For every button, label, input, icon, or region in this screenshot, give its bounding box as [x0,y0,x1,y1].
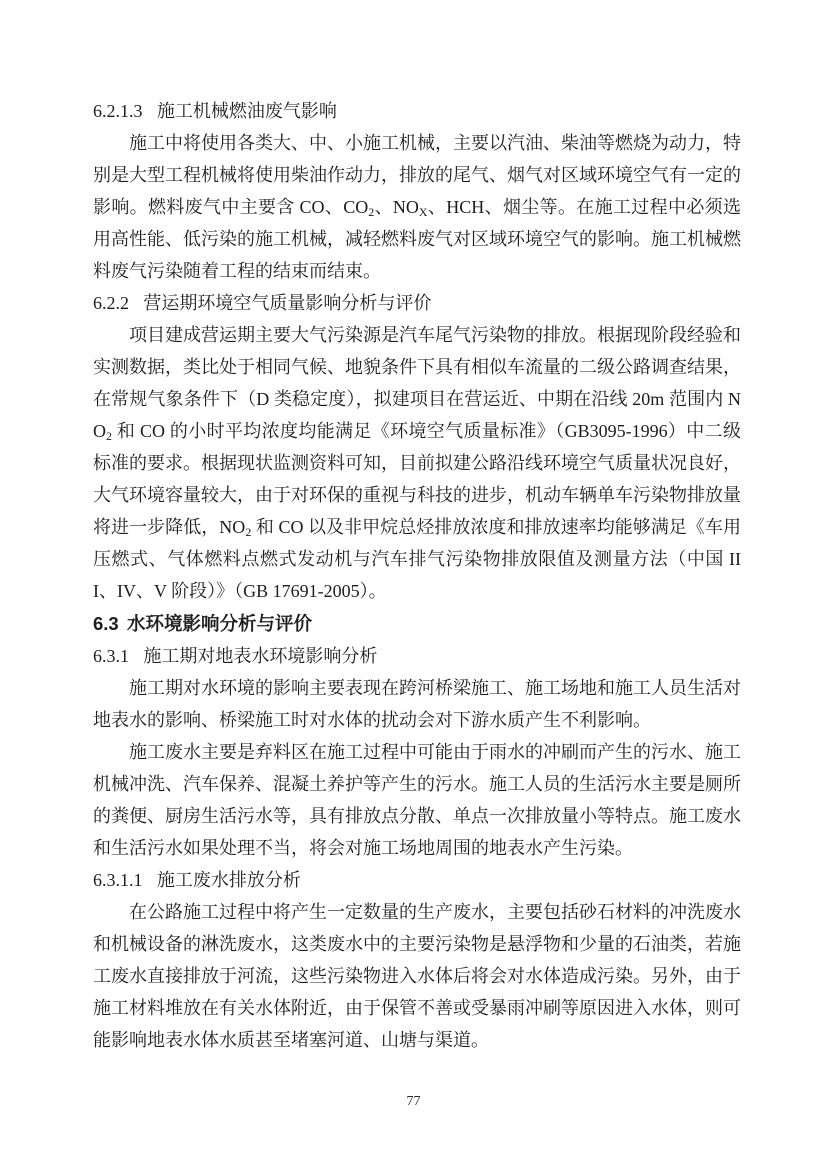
paragraph [93,127,741,287]
paragraph [93,672,741,736]
heading-title: 施工期对地表水环境影响分析 [143,646,378,666]
heading-number: 6.3 [93,613,119,634]
paragraph [93,736,741,864]
subscript-text: X [418,205,428,219]
section-heading [93,640,741,672]
subscript-text: 2 [368,205,375,219]
text-run: 在公路施工过程中将产生一定数量的生产废水，主要包括砂石材料的冲洗废水和机械设备的淋洗废水，这类废水中的主要污染物是悬浮物和少量的石油类，若施工废水直接排放于河流，这些污染物进入水体后将会对水体造成污染。另外，由于施工材料堆放在有关水体附近，由于保管不善或受暴雨冲刷等原因进入水体，则可能影响地表水体水质甚至堵塞河道、山塘与渠道。 [93,902,741,1050]
text-run: 和 CO 的小时平均浓度均能满足《环境空气质量标准》（GB3095-1996）中二级标准的要求。根据现状监测资料可知，目前拟建公路沿线环境空气质量状况良好，大气环境容量较大，由于对环保的重视与科技的进步，机动车辆单车污染物排放量将进一步降低，NO [93,421,741,537]
paragraph [93,896,741,1056]
heading-title: 施工机械燃油废气影响 [156,101,337,121]
section-heading [93,287,741,319]
text-run: 施工废水主要是弃料区在施工过程中可能由于雨水的冲刷而产生的污水、施工机械冲洗、汽车保养、混凝土养护等产生的污水。施工人员的生活污水主要是厕所的粪便、厨房生活污水等，具有排放点分散、单点一次排放量小等特点。施工废水和生活污水如果处理不当，将会对施工场地周围的地表水产生污染。 [93,742,741,858]
section-heading [93,95,741,127]
text-run: 和 CO 以及非甲烷总烃排放浓度和排放速率均能够满足《车用压燃式、气体燃料点燃式发动机与汽车排气污染物排放限值及测量方法（中国 III、IV、V 阶段）》（GB 17691-2005）。 [93,517,741,601]
heading-title: 营运期环境空气质量影响分析与评价 [143,293,432,313]
heading-number: 6.2.2 [93,293,129,313]
subscript-text: 2 [106,429,112,443]
heading-number: 6.3.1.1 [93,870,143,890]
page-footer [0,1093,827,1111]
heading-number: 6.2.1.3 [93,101,143,121]
text-run: 、HCH、烟尘等。在施工过程中必须选用高性能、低污染的施工机械，减轻燃料废气对区域环境空气的影响。施工机械燃料废气污染随着工程的结束而结束。 [93,197,741,281]
paragraph [93,319,741,607]
heading-title: 施工废水排放分析 [156,870,301,890]
subscript-text: 2 [245,525,252,539]
text-run: 施工中将使用各类大、中、小施工机械，主要以汽油、柴油等燃烧为动力，特别是大型工程机械将使用柴油作动力，排放的尾气、烟气对区域环境空气有一定的影响。燃料废气中主要含 CO、CO [93,133,741,217]
heading-title: 水环境影响分析与评价 [127,613,313,634]
text-run: 施工期对水环境的影响主要表现在跨河桥梁施工、施工场地和施工人员生活对地表水的影响、桥梁施工时对水体的扰动会对下游水质产生不利影响。 [93,678,741,730]
text-run: 项目建成营运期主要大气污染源是汽车尾气污染物的排放。根据现阶段经验和实测数据，类比处于相同气候、地貌条件下具有相似车流量的二级公路调查结果，在常规气象条件下（D 类稳定度），拟建项目在营运近、中期在沿线 20m 范围内 NO [93,325,741,441]
section-heading [93,607,741,640]
heading-number: 6.3.1 [93,646,129,666]
document-content [93,95,741,1056]
section-heading [93,864,741,896]
page-number: 77 [406,1094,421,1109]
text-run: 、NO [374,197,419,217]
